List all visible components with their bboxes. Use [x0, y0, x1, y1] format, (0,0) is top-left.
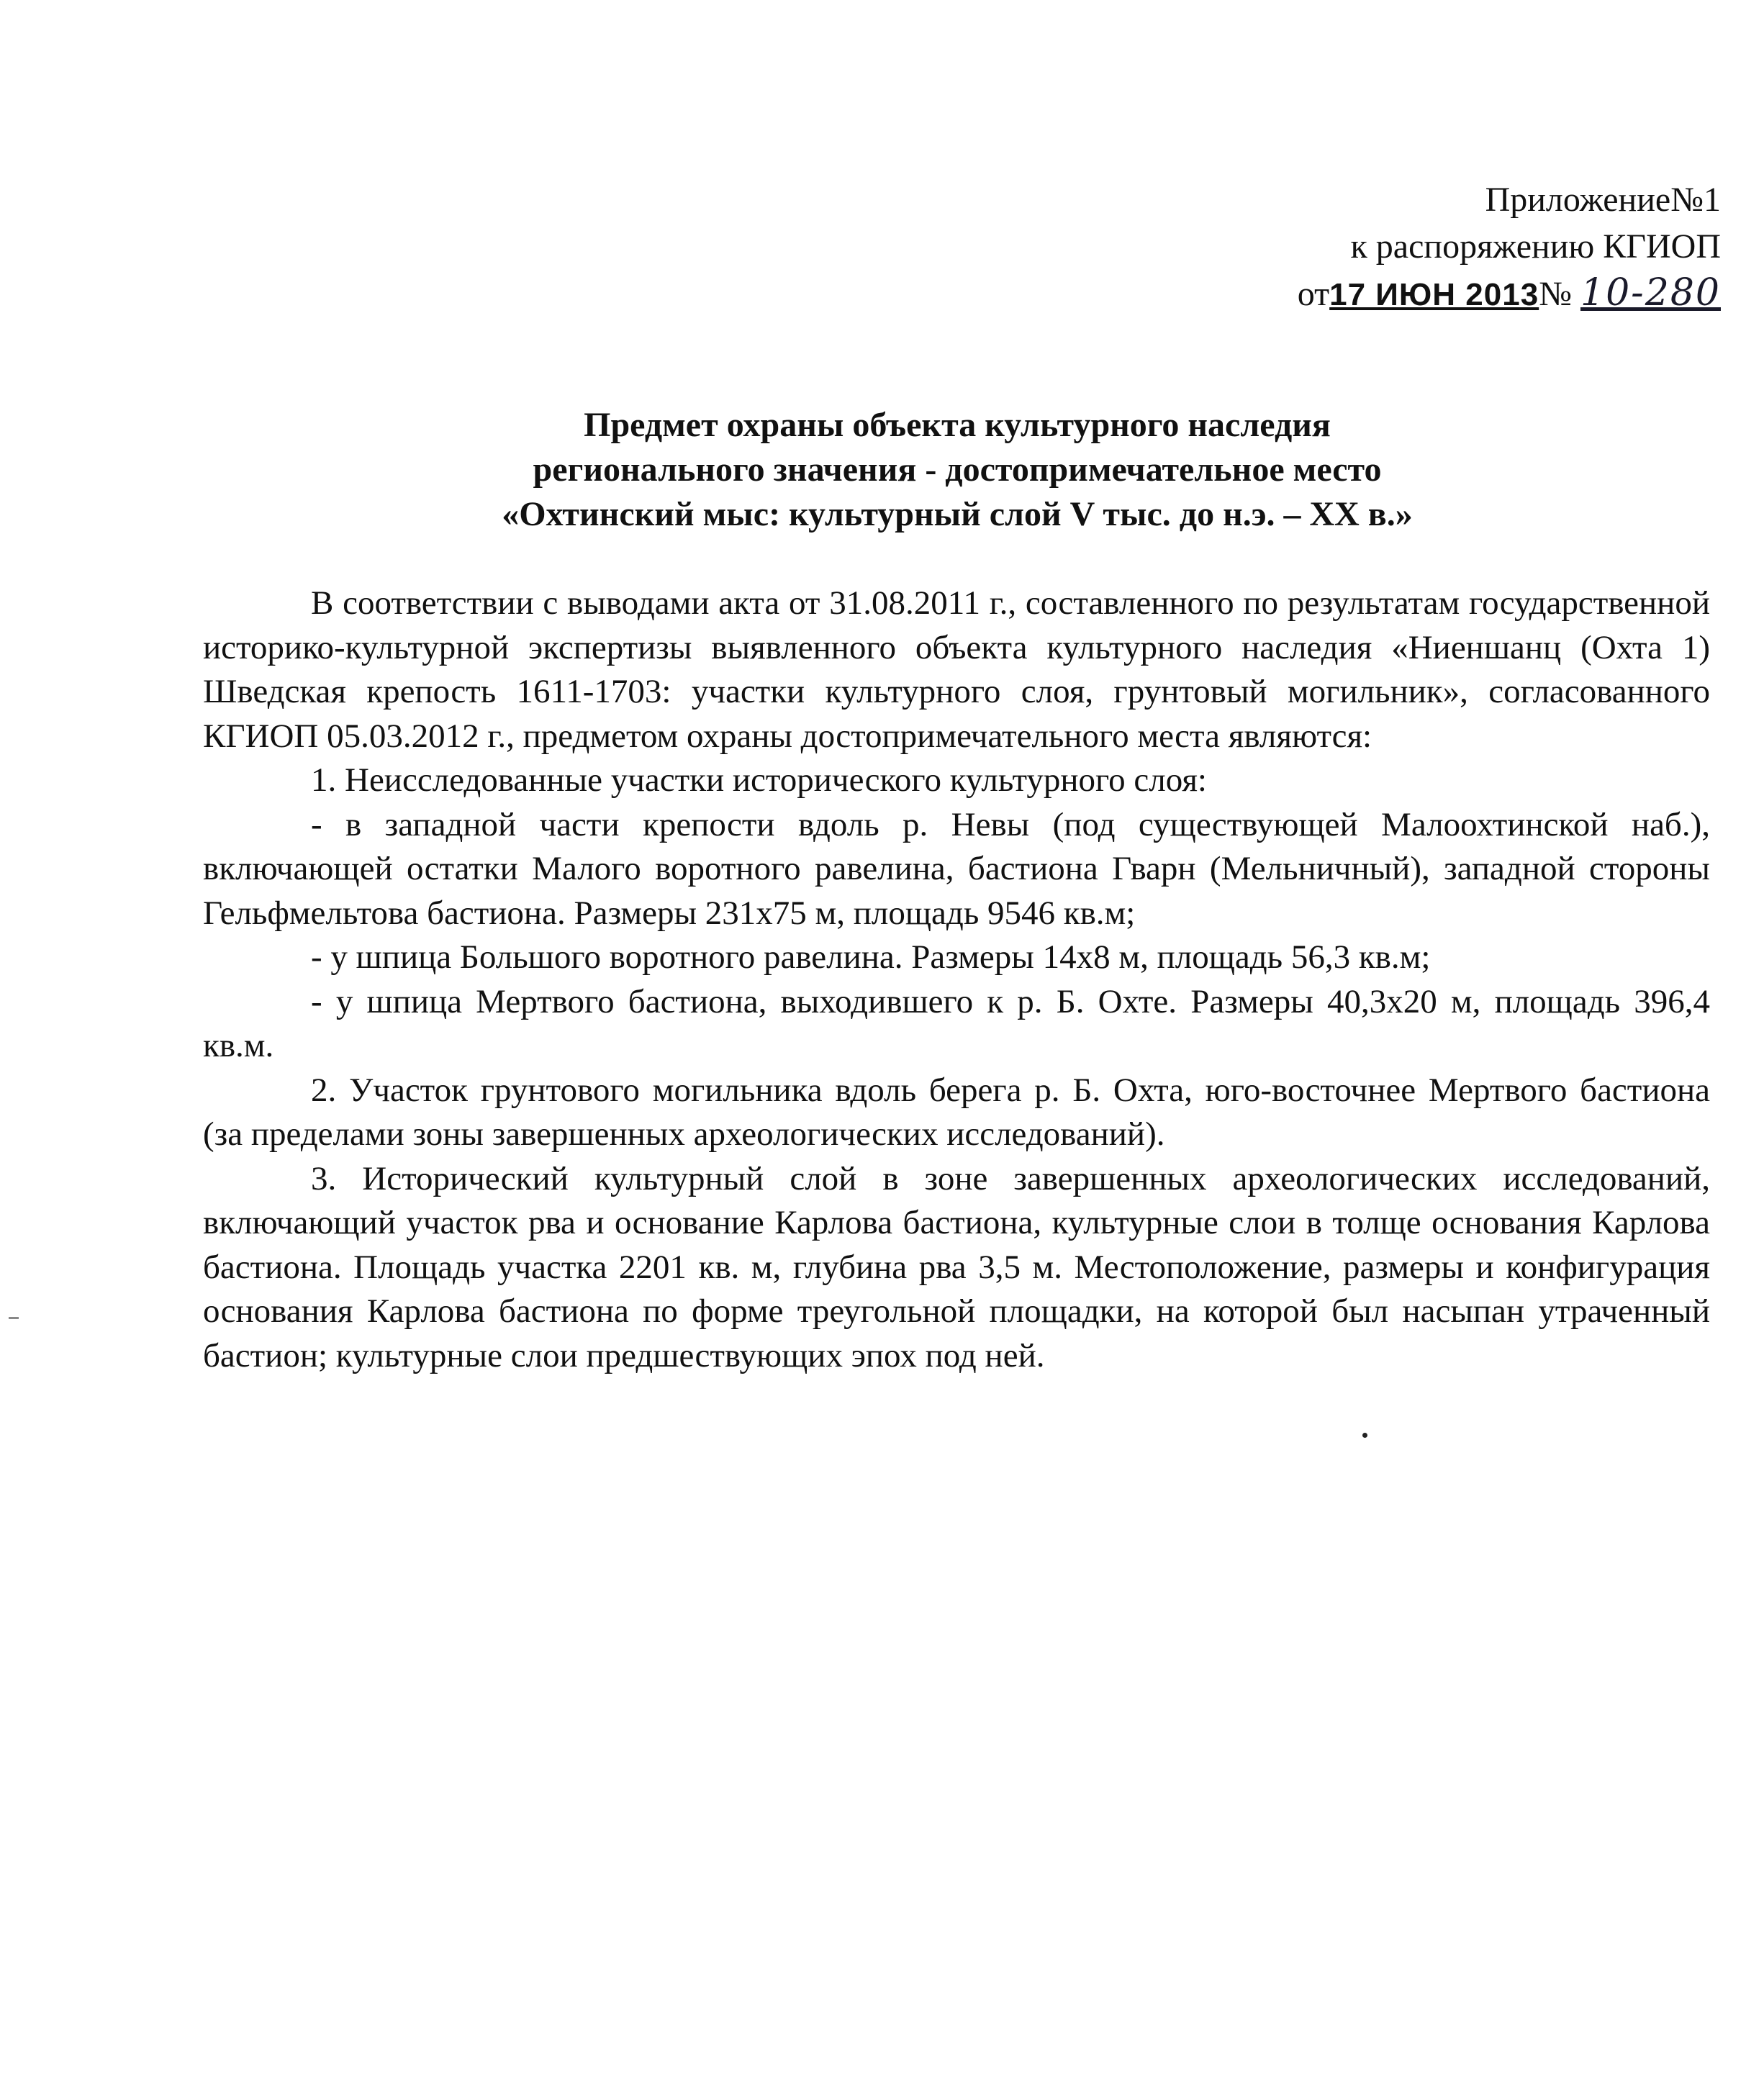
item-1-subitem-west: - в западной части крепости вдоль р. Невы (под существующей Малоохтинской наб.), включающей остатки Малого воротного равелина, бастиона Гварн (Мельничный), западной стороны Гельфмельтова бастиона. Размеры 231х75 м, площадь 9546 кв.м; — [203, 805, 1710, 932]
intro-paragraph: В соответствии с выводами акта от 31.08.2011 г., составленного по результатам государственной историко-культурной экспертизы выявленного объекта культурного наследия «Ниеншанц (Охта 1) Шведская крепость 1611-1703: участки культурного слоя, грунтовый могильник», согласованного КГИОП 05.03.2012 г., предметом охраны достопримечательного места являются: — [203, 584, 1710, 755]
order-reference: к распоряжению КГИОП — [1350, 227, 1721, 266]
item-1-heading: 1. Неисследованные участки исторического культурного слоя: — [311, 761, 1207, 799]
date-stamp: 17 ИЮН 2013 — [1329, 277, 1539, 312]
scan-speck — [1362, 1433, 1367, 1438]
title-line-3: «Охтинский мыс: культурный слой V тыс. до н.э. – XX в.» — [502, 495, 1413, 533]
number-sign: № — [1539, 275, 1572, 313]
item-2-paragraph: 2. Участок грунтового могильника вдоль берега р. Б. Охта, юго-восточнее Мертвого бастиона (за пределами зоны завершенных археологических исследований). — [203, 1071, 1710, 1153]
handwritten-order-number: 10-280 — [1580, 271, 1721, 314]
scan-edge-mark — [9, 1317, 19, 1319]
order-date-number — [1145, 270, 1721, 318]
document-title — [202, 403, 1713, 537]
item-1-subitem-dead-bastion: - у шпица Мертвого бастиона, выходившего к р. Б. Охте. Размеры 40,3х20 м, площадь 396,4 кв.м. — [203, 982, 1710, 1064]
document-body — [203, 581, 1710, 1378]
title-line-1: Предмет охраны объекта культурного наследия — [584, 406, 1331, 444]
item-3-paragraph: 3. Исторический культурный слой в зоне завершенных археологических исследований, включающий участок рва и основание Карлова бастиона, культурные слои в толще основания Карлова бастиона. Площадь участка 2201 кв. м, глубина рва 3,5 м. Местоположение, размеры и конфигурация основания Карлова бастиона по форме треугольной площадки, на которой был насыпан утраченный бастион; культурные слои предшествующих эпох под ней. — [203, 1159, 1710, 1374]
appendix-label: Приложение№1 — [1485, 181, 1721, 219]
item-1-subitem-ravelin: - у шпица Большого воротного равелина. Размеры 14х8 м, площадь 56,3 кв.м; — [311, 938, 1431, 976]
appendix-header — [1145, 176, 1721, 318]
from-prefix: от — [1297, 275, 1330, 313]
title-line-2: регионального значения - достопримечательное место — [533, 450, 1382, 489]
